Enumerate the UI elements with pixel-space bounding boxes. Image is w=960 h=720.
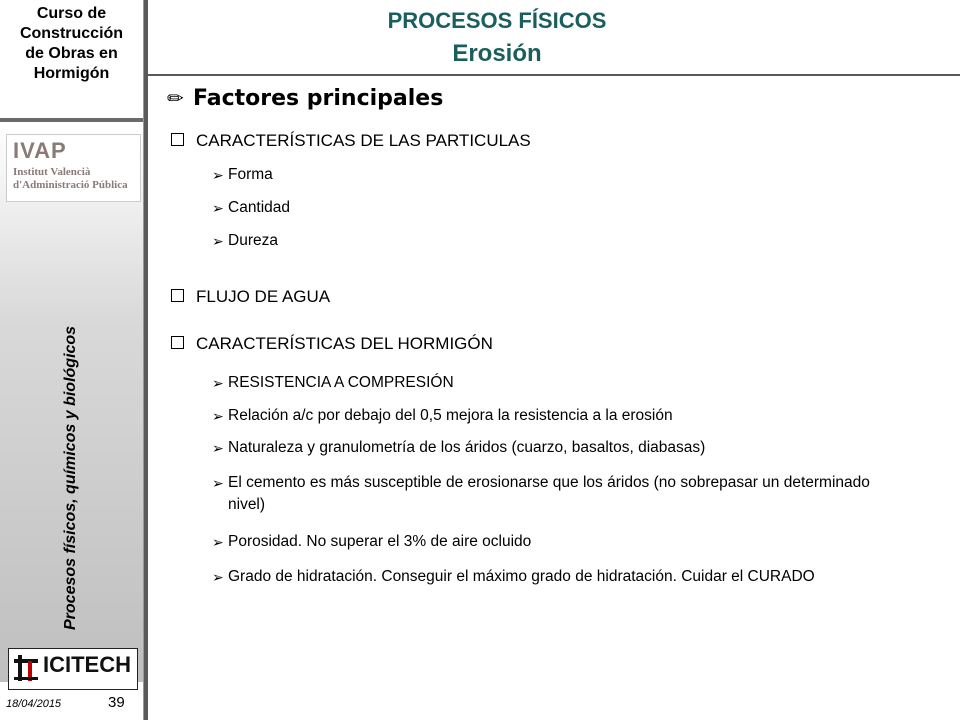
checkbox-bullet-icon xyxy=(171,133,184,146)
slide-date: 18/04/2015 xyxy=(6,698,62,710)
course-title-line: Construcción xyxy=(19,25,124,42)
arrow-bullet-icon: ➢ xyxy=(212,569,224,585)
list-item-text: Relación a/c por debajo del 0,5 mejora la resistencia a la erosión xyxy=(228,407,673,424)
arrow-bullet-icon: ➢ xyxy=(212,534,224,550)
vertical-section-title: Procesos físicos, químicos y biológicos xyxy=(62,325,79,630)
main-heading-text: Factores principales xyxy=(193,86,444,111)
icitech-mark-icon xyxy=(12,653,40,683)
pencil-icon: ✏ xyxy=(167,86,184,110)
list-item xyxy=(212,472,888,516)
sidebar-border xyxy=(143,0,148,720)
list-item-text: El cemento es más susceptible de erosionarse que los áridos (no sobrepasar un determinado nivel) xyxy=(228,474,870,513)
slide-title: PROCESOS FÍSICOS xyxy=(387,8,607,33)
list-item xyxy=(212,197,291,219)
section-heading xyxy=(171,287,330,307)
list-item-text: Cantidad xyxy=(228,199,291,216)
icitech-logo-word: ICITECH xyxy=(43,652,131,677)
section-label: CARACTERÍSTICAS DE LAS PARTICULAS xyxy=(196,131,531,150)
sidebar-divider xyxy=(0,118,147,122)
list-item-text: Porosidad. No superar el 3% de aire ocluido xyxy=(228,533,532,550)
list-item-text: RESISTENCIA A COMPRESIÓN xyxy=(228,374,454,391)
checkbox-bullet-icon xyxy=(171,336,184,349)
arrow-bullet-icon: ➢ xyxy=(212,440,224,456)
course-title-line: de Obras en xyxy=(25,45,118,62)
list-item xyxy=(212,230,278,252)
slide-subtitle: Erosión xyxy=(452,40,542,67)
list-item xyxy=(212,164,273,186)
main-heading xyxy=(167,86,443,111)
arrow-bullet-icon: ➢ xyxy=(212,200,224,216)
list-item xyxy=(212,437,928,459)
page-number: 39 xyxy=(108,694,125,711)
ivap-logo-line: Institut Valencià xyxy=(13,166,91,178)
list-item-text: Grado de hidratación. Conseguir el máximo grado de hidratación. Cuidar el CURADO xyxy=(228,568,815,585)
arrow-bullet-icon: ➢ xyxy=(212,408,224,424)
ivap-logo-word: IVAP xyxy=(13,138,67,163)
list-item xyxy=(212,566,943,588)
ivap-logo xyxy=(6,134,141,202)
arrow-bullet-icon: ➢ xyxy=(212,375,224,391)
section-heading xyxy=(171,334,493,354)
header-divider xyxy=(147,74,960,76)
list-item-text: Naturaleza y granulometría de los áridos (cuarzo, basaltos, diabasas) xyxy=(228,439,706,456)
course-title-line: Hormigón xyxy=(33,65,110,82)
section-heading xyxy=(171,131,531,151)
course-title xyxy=(0,4,143,84)
checkbox-bullet-icon xyxy=(171,289,184,302)
icitech-logo xyxy=(8,648,138,690)
list-item xyxy=(212,405,928,427)
list-item xyxy=(212,531,928,553)
list-item-text: Dureza xyxy=(228,232,278,249)
section-label: CARACTERÍSTICAS DEL HORMIGÓN xyxy=(196,334,493,353)
list-item xyxy=(212,372,928,394)
slide-header xyxy=(147,0,960,74)
section-label: FLUJO DE AGUA xyxy=(196,287,331,306)
arrow-bullet-icon: ➢ xyxy=(212,167,224,183)
course-title-line: Curso de xyxy=(36,5,107,22)
ivap-logo-line: d'Administració Pública xyxy=(13,179,128,191)
arrow-bullet-icon: ➢ xyxy=(212,233,224,249)
arrow-bullet-icon: ➢ xyxy=(212,475,224,491)
list-item-text: Forma xyxy=(228,166,273,183)
ivap-logo-subtitle xyxy=(13,166,128,192)
